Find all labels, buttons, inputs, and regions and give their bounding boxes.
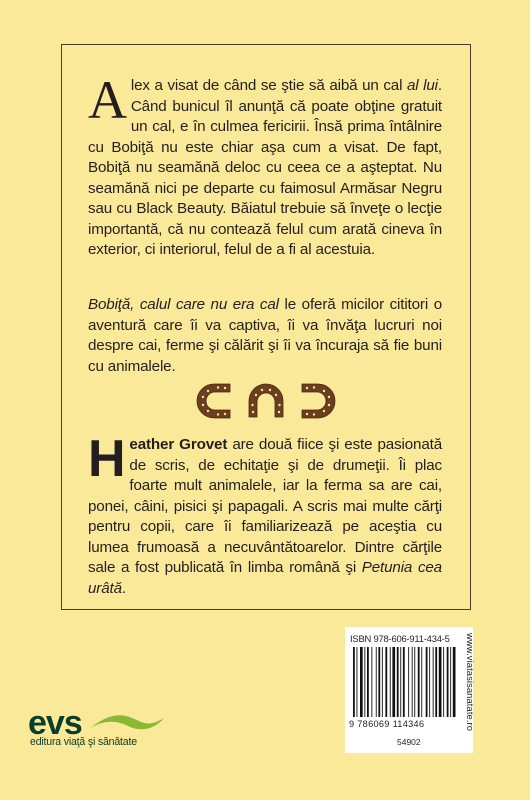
barcode-bar — [403, 647, 405, 717]
barcode-bar — [353, 647, 355, 717]
barcode-bar — [390, 647, 391, 717]
isbn-label: ISBN 978-606-911-434-5 — [350, 633, 450, 644]
barcode-bar — [371, 647, 372, 717]
barcode-bar — [360, 647, 363, 717]
author-bio — [88, 430, 442, 599]
drop-cap: H — [88, 430, 126, 488]
barcode-bar — [414, 647, 415, 717]
drop-cap: A — [88, 70, 127, 130]
blurb-paragraph-1 — [88, 70, 442, 261]
publisher-logo — [28, 706, 168, 756]
barcode-bar — [439, 647, 442, 717]
barcode-digits: 9 786069 114346 — [349, 719, 425, 729]
barcode-bar — [382, 647, 383, 717]
barcode-bar — [357, 647, 358, 717]
leaf-swoosh-icon — [88, 706, 168, 736]
bio-text: are două fiice şi este pasionată de scris, de echitaţie şi de drumeţii. Îi plac foarte mult animalele, iar la ferma sa are cai, ponei, câini, pisici şi papagali. A scris mai multe cărţi pentru copii, care îi familiarizează pe aceştia cu lumea frumoasă a necuvântătoarelor. Dintre cărţile sale a fost publicată în limba română şi — [88, 436, 442, 576]
barcode-bar — [429, 647, 430, 717]
barcode-bar — [378, 647, 380, 717]
blurb-text: . Când bunicul îl anunţă că poate obţine gratuit un cal, e în culmea fericirii. Însă prima întâlnire cu Bobiţă nu este chiar aşa cum a visat. De fapt, Bobiţă nu seamănă deloc cu ceea ce a aşteptat. Nu seamănă nici pe departe cu faimosul Armăsar Negru sau cu Black Beauty. Băiatul trebuie să înveţe o lecţie importantă, că nu contează felul cum arată cineva în exterior, ci interiorul, felul de a fi al acestuia. — [88, 77, 442, 258]
barcode-bar — [392, 647, 395, 717]
barcode-bar — [385, 647, 387, 717]
barcode-bar — [376, 647, 377, 717]
logo-wordmark: evs — [28, 704, 82, 742]
barcode-bar — [453, 647, 456, 717]
author-name: eather Grovet — [129, 436, 228, 453]
barcode-bars — [351, 647, 459, 719]
barcode-bar — [426, 647, 428, 717]
blurb-text: lex a visat de când se ştie să aibă un cal — [130, 77, 407, 94]
barcode-bar — [435, 647, 437, 717]
horseshoe-ornament — [188, 383, 344, 419]
barcode-bar — [397, 647, 399, 717]
blurb-paragraph-2 — [88, 295, 442, 377]
bio-end: . — [121, 579, 126, 597]
barcode-bar — [367, 647, 369, 717]
blurb-emphasis: al lui — [406, 77, 438, 94]
price-code: 54902 — [397, 737, 421, 747]
barcode-bar — [412, 647, 413, 717]
barcode-panel — [345, 627, 476, 753]
horseshoe-icon — [197, 384, 230, 418]
barcode-bar — [443, 647, 444, 717]
barcode-bar — [433, 647, 434, 717]
horseshoe-icon — [302, 384, 335, 418]
barcode-bar — [450, 647, 451, 717]
publisher-name: editura viaţă şi sănătate — [30, 736, 137, 748]
barcode-bar — [364, 647, 365, 717]
barcode-bar — [421, 647, 422, 717]
barcode-bar — [400, 647, 401, 717]
barcode-bar — [447, 647, 449, 717]
barcode-bar — [408, 647, 409, 717]
book-title: Petunia cea urâtă — [88, 559, 442, 597]
website-url: www.viatasisanatate.ro — [465, 633, 476, 732]
book-title: Bobiţă, calul care nu era cal — [88, 296, 279, 313]
horseshoe-icon — [249, 384, 283, 417]
blurb-text: le oferă micilor cititori o aventură care îi va captiva, îi va învăţa lucruri noi despre cai, ferme şi călărit şi îi va încuraja să fie buni cu animalele. — [88, 296, 442, 375]
barcode-bar — [418, 647, 420, 717]
